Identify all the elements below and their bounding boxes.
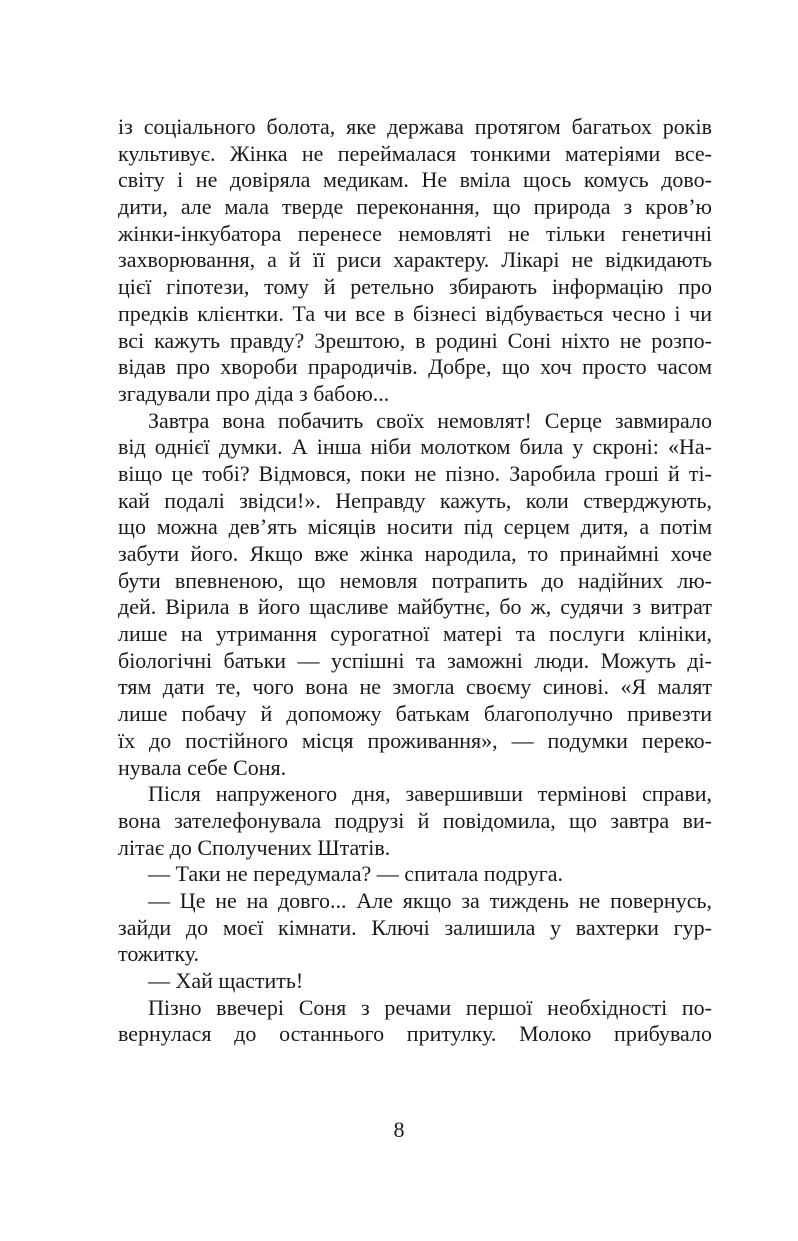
text-line: біологічні батьки — успішні та заможні люди. Можуть ді- — [118, 647, 712, 673]
text-line: всі кажуть правду? Зрештою, в родині Соні ніхто не розпо- — [118, 327, 712, 353]
text-line: літає до Сполучених Штатів. — [118, 834, 391, 860]
text-line: що можна дев’ять місяців носити під серцем дитя, а потім — [118, 514, 712, 540]
text-line: Після напруженого дня, завершивши термінові справи, — [148, 781, 712, 807]
text-line: — Таки не передумала? — спитала подруга. — [148, 861, 564, 887]
page-number: 8 — [393, 1117, 405, 1142]
text-line: із соціального болота, яке держава протягом багатьох років — [118, 114, 712, 139]
text-line: вона зателефонувала подрузі й повідомила, що завтра ви- — [118, 807, 712, 833]
text-line: дей. Вірила в його щасливе майбутнє, бо ж, судячи з витрат — [118, 594, 712, 620]
text-line: Пізно ввечері Соня з речами першої необхідності по- — [148, 994, 712, 1020]
text-line: бути впевненою, що немовля потрапить до надійних лю- — [118, 567, 712, 593]
text-line: — Хай щастить! — [148, 968, 304, 993]
text-line: їх до постійного місця проживання», — подумки переко- — [118, 727, 712, 753]
text-line: — Це не на довго... Але якщо за тиждень не повернусь, — [148, 887, 712, 913]
text-line: світу і не довіряла медикам. Не вміла щось комусь дово- — [118, 167, 712, 193]
text-line: культивує. Жінка не переймалася тонкими матеріями все- — [118, 140, 712, 166]
text-line: відав про хвороби прародичів. Добре, що хоч просто часом — [118, 354, 712, 380]
text-line: кай подалі звідси!». Неправду кажуть, коли стверджують, — [118, 487, 712, 513]
text-line: нувала себе Соня. — [118, 754, 287, 780]
text-line: тожитку. — [118, 941, 200, 967]
text-line: лише побачу й допоможу батькам благополучно привезти — [118, 701, 712, 727]
text-line: забути його. Якщо вже жінка народила, то принаймні хоче — [118, 541, 712, 566]
text-line: зайди до моєї кімнати. Ключі залишила у вахтерки гур- — [118, 914, 712, 940]
text-line: предків клієнтки. Та чи все в бізнесі відбувається чесно і чи — [118, 300, 712, 326]
text-line: вернулася до останнього притулку. Молоко прибувало — [118, 1021, 712, 1047]
text-line: тям дати те, чого вона не змогла своєму синові. «Я малят — [118, 674, 712, 700]
text-line: цієї гіпотези, тому й ретельно збирають інформацію про — [118, 274, 712, 300]
text-line: дити, але мала тверде переконання, що природа з кров’ю — [118, 194, 712, 220]
text-line: віщо це тобі? Відмовся, поки не пізно. Заробила гроші й ті- — [118, 460, 712, 486]
text-line: від однієї думки. А інша ніби молотком била у скроні: «На- — [118, 434, 712, 460]
text-line: жінки-інкубатора перенесе немовляті не тільки генетичні — [118, 220, 712, 246]
text-line: захворювання, а й її риси характеру. Лікарі не відкидають — [118, 247, 712, 273]
text-line: Завтра вона побачить своїх немовлят! Серце завмирало — [148, 407, 712, 433]
body-text — [118, 114, 712, 1048]
text-line: лише на утримання сурогатної матері та послуги клініки, — [118, 621, 712, 647]
text-line: згадували про діда з бабою... — [118, 380, 390, 406]
